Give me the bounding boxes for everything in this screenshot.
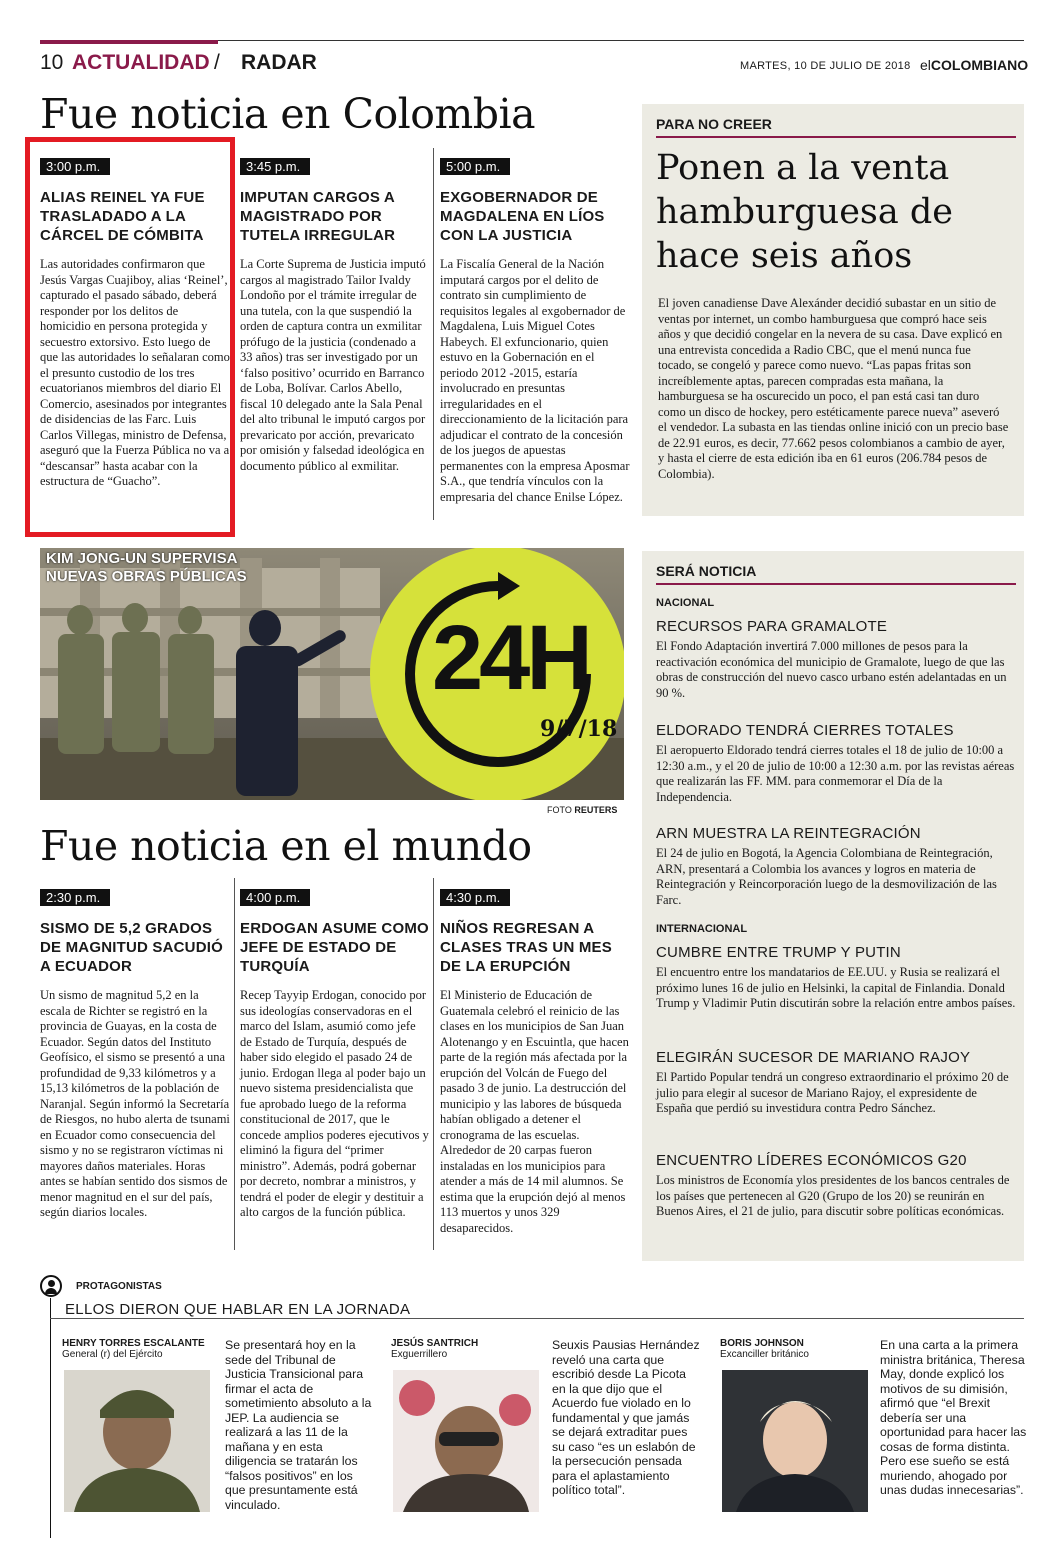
item-headline: ERDOGAN ASUME COMO JEFE DE ESTADO DE TURQUÍA bbox=[240, 920, 429, 975]
person-icon bbox=[40, 1275, 62, 1297]
column-divider bbox=[433, 148, 434, 520]
page-number: 10 bbox=[40, 51, 64, 74]
masthead-name: COLOMBIANO bbox=[930, 57, 1029, 73]
protagonistas-subtitle: ELLOS DIERON QUE HABLAR EN LA JORNADA bbox=[65, 1301, 411, 1318]
item-body: El Ministerio de Educación de Guatemala celebró el reinicio de las clases en los municipios de San Juan Alotenango y en Escuintla, que hacen parte de la región más afectada por la erupción del Volcán de Fuego del pasado 3 de junio. La destrucción del municipio y las labores de búsqueda habían obligado a detener el cronograma de las escuelas. Alrededor de 20 carpas fueron instaladas en los municipios para atender a más de 14 mil alumnos. Se estima que la erupción dejó al menos 113 muertos y unos 329 desaparecidos. bbox=[440, 988, 629, 1235]
protagonist-name: HENRY TORRES ESCALANTE bbox=[62, 1338, 205, 1349]
item-headline: ALIAS REINEL YA FUE TRASLADADO A LA CÁRCEL DE CÓMBITA bbox=[40, 189, 205, 244]
news-body: El Fondo Adaptación invertirá 7.000 millones de pesos para la reactivación económica del municipio de Gramalote, luego de que las obras de construcción del nuevo casco urbano estén adelantadas en un 90 %. bbox=[656, 639, 1007, 700]
protagonist-3 bbox=[720, 1338, 870, 1360]
colombia-title: Fue noticia en Colombia bbox=[40, 90, 536, 138]
masthead-logo bbox=[920, 57, 1028, 73]
photo-credit bbox=[547, 805, 617, 815]
photo-caption-line2: NUEVAS OBRAS PÚBLICAS bbox=[46, 568, 247, 585]
photo-caption-line1: KIM JONG-UN SUPERVISA bbox=[46, 550, 238, 567]
item-headline: SISMO DE 5,2 GRADOS DE MAGNITUD SACUDIÓ A ECUADOR bbox=[40, 920, 223, 975]
time-badge: 5:00 p.m. bbox=[440, 158, 510, 175]
protagonist-name: BORIS JOHNSON bbox=[720, 1338, 804, 1349]
colombia-item-2 bbox=[240, 158, 430, 474]
para-no-creer-kicker: PARA NO CREER bbox=[656, 116, 772, 132]
news-photo bbox=[40, 548, 624, 800]
mundo-item-1 bbox=[40, 889, 230, 1221]
news-body: El Partido Popular tendrá un congreso extraordinario el próximo 20 de julio para elegir al sucesor de Mariano Rajoy, el expresidente de España que perdió su investidura contra Pedro Sánchez. bbox=[656, 1070, 1009, 1115]
sera-noticia-kicker: SERÁ NOTICIA bbox=[656, 563, 757, 579]
item-headline: IMPUTAN CARGOS A MAGISTRADO POR TUTELA IRREGULAR bbox=[240, 189, 396, 244]
news-title: CUMBRE ENTRE TRUMP Y PUTIN bbox=[656, 944, 901, 961]
para-no-creer-headline: Ponen a la venta hamburguesa de hace seis años bbox=[656, 148, 954, 276]
news-title: RECURSOS PARA GRAMALOTE bbox=[656, 618, 888, 635]
protagonist-name: JESÚS SANTRICH bbox=[391, 1338, 479, 1349]
news-body: El aeropuerto Eldorado tendrá cierres totales el 18 de julio de 10:00 a 12:30 a.m., y el 20 de julio de 10:00 a 12:30 a.m. por las revistas aéreas que realizarán las FF. MM. para conmemorar el Día de la Independencia. bbox=[656, 743, 1015, 804]
colombia-item-3 bbox=[440, 158, 630, 505]
24h-badge-date: 9/7/18 bbox=[540, 716, 618, 742]
kicker-rule bbox=[656, 136, 1016, 138]
mundo-item-2 bbox=[240, 889, 430, 1221]
photo-credit-name: REUTERS bbox=[574, 805, 618, 815]
section-label: ACTUALIDAD bbox=[72, 51, 210, 74]
issue-date: MARTES, 10 DE JULIO DE 2018 bbox=[740, 60, 911, 72]
item-headline: EXGOBERNADOR DE MAGDALENA EN LÍOS CON LA JUSTICIA bbox=[440, 189, 605, 244]
item-body: Un sismo de magnitud 5,2 en la escala de Richter se registró en la provincia de Guayas, en la costa de Ecuador. Según datos del Instituto Geofísico, el sismo se presentó a una profundidad de 9,33 kilómetros y a 15,13 kilómetros de la población de Naranjal. Según informó la Secretaría de Riesgos, no hubo alerta de tsunami en Ecuador como consecuencia del sismo y no se registraron víctimas ni mayores daños materiales. Horas antes se habían sentido dos sismos de menor magnitud en el sur del país, según diarios locales. bbox=[40, 988, 230, 1219]
header-accent-bar bbox=[40, 40, 218, 44]
item-body: La Corte Suprema de Justicia imputó cargos al magistrado Tailor Ivaldy Londoño por el trámite irregular de una tutela, con la que suspendió la orden de captura contra un exmilitar prófugo de la justicia (condenado a 33 años) tras ser investigado por un ‘falso positivo’ ocurrido en Barranco de Loba, Bolívar. Carlos Abello, fiscal 10 delegado ante la Sala Penal del alto tribunal le imputó cargos por prevaricato por acción, prevaricato por omisión y falsedad ideológica en documento público al exmilitar. bbox=[240, 257, 426, 473]
protagonist-role: General (r) del Ejército bbox=[62, 1349, 163, 1360]
time-badge: 3:00 p.m. bbox=[40, 158, 110, 175]
protagonist-role: Exguerrillero bbox=[391, 1349, 448, 1360]
protagonist-role: Excanciller británico bbox=[720, 1349, 809, 1360]
protagonist-text: En una carta a la primera ministra británica, Theresa May, donde explicó los motivos de su dimisión, afirmó que “el Brexit debería ser una oportunidad para hacer las cosas de forma distinta. Pero ese sueño se está muriendo, ahogado por unas dudas innecesarias”. bbox=[880, 1338, 1027, 1497]
mundo-item-3 bbox=[440, 889, 630, 1236]
masthead-prefix: el bbox=[920, 57, 931, 73]
news-title: ARN MUESTRA LA REINTEGRACIÓN bbox=[656, 825, 921, 842]
photo-credit-prefix: FOTO bbox=[547, 805, 572, 815]
item-headline: NIÑOS REGRESAN A CLASES TRAS UN MES DE LA ERUPCIÓN bbox=[440, 920, 612, 975]
section-separator: / bbox=[214, 51, 220, 74]
protagonistas-rule-vertical bbox=[50, 1298, 51, 1538]
item-body: Las autoridades confirmaron que Jesús Vargas Cuajiboy, alias ‘Reinel’, capturado el pasado sábado, deberá responder por los delitos de homicidio en persona protegida y secuestro extorsivo. Esto luego de que las autoridades lo señalaran como el presunto custodio de los tres ecuatorianos miembros del diario El Comercio, asesinados por integrantes de disidencias de las Farc. Luis Carlos Villegas, ministro de Defensa, aseguró que la Fuerza Pública no va a “descansar” hasta acabar con la estructura de “Guacho”. bbox=[40, 257, 230, 488]
category-internacional: INTERNACIONAL bbox=[656, 923, 748, 935]
time-badge: 4:30 p.m. bbox=[440, 889, 510, 906]
news-title: ELEGIRÁN SUCESOR DE MARIANO RAJOY bbox=[656, 1049, 971, 1066]
24h-badge-text: 24H bbox=[432, 607, 589, 709]
category-nacional: NACIONAL bbox=[656, 597, 715, 609]
sera-noticia-box bbox=[642, 551, 1024, 1261]
news-body: El 24 de julio en Bogotá, la Agencia Colombiana de Reintegración, ARN, presentará a Colombia los avances y logros en materia de Reintegración y Reincorporación luego de la desmovilización de las Farc. bbox=[656, 846, 997, 907]
para-no-creer-body: El joven canadiense Dave Alexánder decidió subastar en un sitio de ventas por internet, un combo hamburguesa que compró hace seis años y que decidió congelar en la nevera de su casa. Dave explicó en una entrevista concedida a Radio CBC, que el menú nunca fue tocado, se congeló y parece como nuevo. “Las papas fritas son increíblemente aptas, parecen compradas esta mañana, la hamburguesa se ha oscurecido un poco, el pan está casi tan duro como un disco de hockey, pero estéticamente parece nueva” aseveró el vendedor. La subasta en las tiendas online inició con un precio base de 22.91 euros, es decir, 77.662 pesos colombianos a cambio de ayer, y hasta el cierre de esta edición iba en 61 euros (206.784 pesos de Colombia). bbox=[658, 296, 1009, 481]
item-body: La Fiscalía General de la Nación imputará cargos por el delito de contrato sin cumplimiento de requisitos legales al exgobernador de Magdalena, Luis Miguel Cotes Habeych. El exfuncionario, quien estuvo en la Gobernación en el periodo 2012 -2015, estaría involucrado en presuntas irregularidades en el direccionamiento de la licitación para adjudicar el contrato de la concesión de los juegos de apuestas permanentes con la empresa Aposmar S.A., que tendría vínculos con la empresaria del chance Enilse López. bbox=[440, 257, 630, 504]
protagonist-2 bbox=[391, 1338, 541, 1360]
protagonist-text: Seuxis Pausias Hernández reveló una carta que escribió desde La Picota en la que dijo que el Acuerdo fue violado en lo fundamental y que jamás se dejará extraditar pues su caso “es un eslabón de la persecución pensada para el aplastamiento político total”. bbox=[552, 1338, 700, 1497]
protagonist-photo-avatar bbox=[393, 1370, 539, 1512]
time-badge: 3:45 p.m. bbox=[240, 158, 310, 175]
time-badge: 4:00 p.m. bbox=[240, 889, 310, 906]
item-body: Recep Tayyip Erdogan, conocido por sus ideologías conservadoras en el marco del Islam, asumió como jefe de Estado de Turquía, después de haber sido elegido el pasado 24 de junio. Erdogan llega al poder bajo un nuevo sistema presidencialista que fue aprobado luego de la reforma constitucional de 2017, que le concede amplios poderes ejecutivos y eliminó la figura del “primer ministro”. Además, podrá gobernar por decreto, nombrar a ministros, y tendrá el poder de elegir y destituir a alto cargos de la función pública. bbox=[240, 988, 429, 1219]
news-title: ENCUENTRO LÍDERES ECONÓMICOS G20 bbox=[656, 1152, 967, 1169]
protagonist-text: Se presentará hoy en la sede del Tribunal de Justicia Transicional para firmar el acta de sometimiento absoluto a la JEP. La audiencia se realizará a las 11 de la mañana y en esta diligencia se tratarán los “falsos positivos” en los que presuntamente está vinculado. bbox=[225, 1338, 372, 1512]
protagonistas-rule bbox=[50, 1318, 1024, 1319]
column-divider bbox=[433, 878, 434, 1250]
subsection-label: RADAR bbox=[241, 51, 317, 74]
time-badge: 2:30 p.m. bbox=[40, 889, 110, 906]
column-divider bbox=[234, 878, 235, 1250]
news-title: ELDORADO TENDRÁ CIERRES TOTALES bbox=[656, 722, 954, 739]
news-body: Los ministros de Economía ylos presidentes de los bancos centrales de los países que pertenecen al G20 (Grupo de los 20) se reunirán en Buenos Aires, el 21 de julio, para discutir sobre políticas económicas. bbox=[656, 1173, 1010, 1218]
photo-caption bbox=[46, 550, 247, 586]
highlight-box bbox=[25, 137, 235, 537]
mundo-title: Fue noticia en el mundo bbox=[40, 822, 532, 870]
protagonist-photo-avatar bbox=[64, 1370, 210, 1512]
protagonist-1 bbox=[62, 1338, 212, 1360]
para-no-creer-box bbox=[642, 104, 1024, 516]
protagonist-photo-avatar bbox=[722, 1370, 868, 1512]
news-body: El encuentro entre los mandatarios de EE.UU. y Rusia se realizará el próximo lunes 16 de julio en Helsinki, la capital de Finlandia. Donald Trump y Vladimir Putin discutirán sobre la relación entre ambos países. bbox=[656, 965, 1016, 1010]
kicker-rule bbox=[656, 583, 1016, 585]
protagonistas-label: PROTAGONISTAS bbox=[76, 1281, 162, 1292]
